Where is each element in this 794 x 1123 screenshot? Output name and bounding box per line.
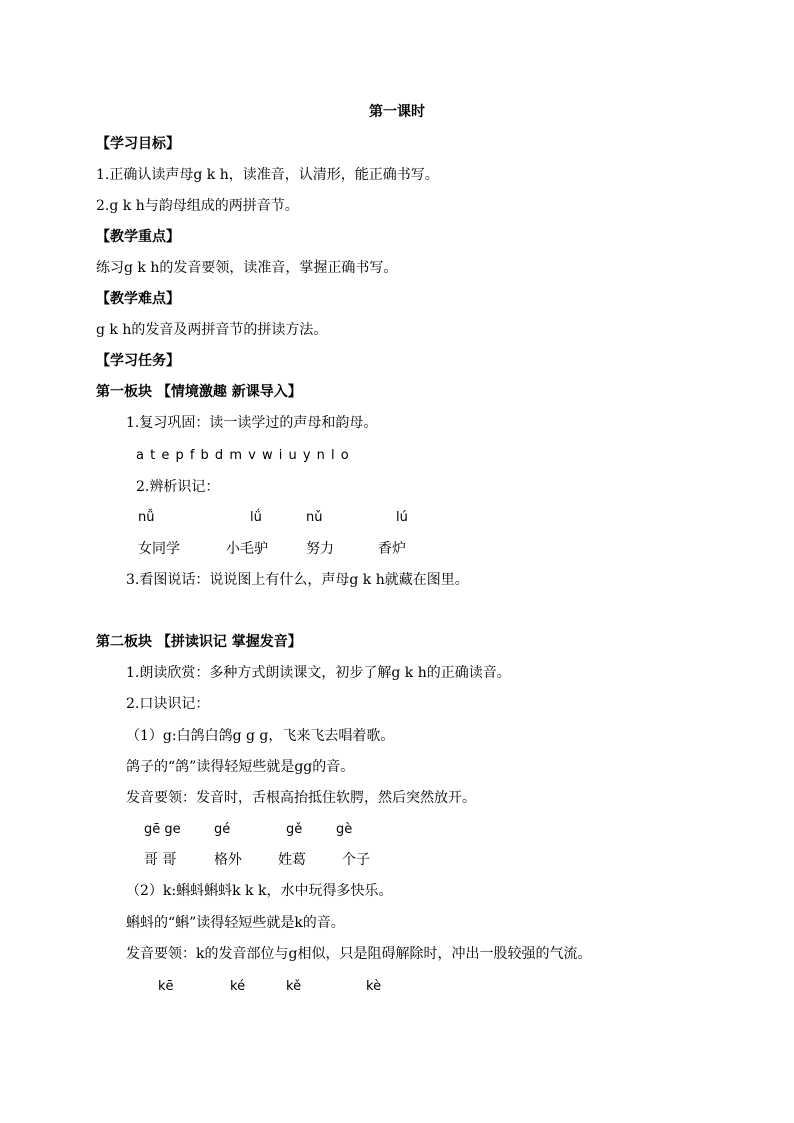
pinyin: ké (230, 979, 246, 994)
k-note: 蝌蚪的“蝌”读得轻短些就是k的音。 (126, 915, 345, 931)
pinyin: nǔ (306, 510, 323, 525)
block1-item1: 1.复习巩固：读一读学过的声母和韵母。 (126, 415, 378, 431)
word: 哥 哥 (144, 852, 177, 868)
word: 小毛驴 (226, 541, 268, 557)
pinyin: lú (396, 510, 408, 525)
block1-item3: 3.看图说话：说说图上有什么，声母g k h就藏在图里。 (126, 572, 469, 588)
pinyin: kě (286, 979, 302, 994)
word: 个子 (342, 852, 370, 868)
pinyin: gé (214, 822, 231, 837)
pinyin: gě (286, 822, 303, 837)
pinyin: gè (336, 822, 353, 837)
block2-item2: 2.口诀识记： (126, 696, 210, 712)
page-title: 第一课时 (369, 104, 425, 120)
key-points-text: 练习g k h的发音要领，读准音，掌握正确书写。 (96, 260, 398, 276)
pinyin: gē ge (144, 822, 181, 837)
difficulties-heading: 【教学难点】 (96, 291, 180, 307)
block2-heading: 第二板块 【拼读识记 掌握发音】 (96, 634, 302, 650)
word: 香炉 (378, 541, 406, 557)
word: 姓葛 (278, 852, 306, 868)
key-points-heading: 【教学重点】 (96, 229, 180, 245)
goal-1: 1.正确认读声母g k h，读准音，认清形，能正确书写。 (96, 167, 439, 183)
word: 女同学 (138, 541, 180, 557)
g-note: 鸽子的“鸽”读得轻短些就是gg的音。 (126, 759, 355, 775)
pinyin: lǘ (250, 510, 262, 525)
pinyin: nǚ (138, 510, 155, 525)
word: 格外 (214, 852, 242, 868)
word: 努力 (306, 541, 334, 557)
difficulties-text: g k h的发音及两拼音节的拼读方法。 (96, 322, 328, 338)
g-rhyme: （1）g:白鸽白鸽g g g，飞来飞去唱着歌。 (126, 728, 395, 744)
goals-heading: 【学习目标】 (96, 136, 180, 152)
g-tip: 发音要领：发音时，舌根高抬抵住软腭，然后突然放开。 (126, 790, 476, 806)
pinyin: kē (158, 979, 174, 994)
goal-2: 2.g k h与韵母组成的两拼音节。 (96, 198, 299, 214)
k-tip: 发音要领：k的发音部位与g相似，只是阻碍解除时，冲出一股较强的气流。 (126, 946, 592, 962)
block2-item1: 1.朗读欣赏：多种方式朗读课文，初步了解g k h的正确读音。 (126, 665, 511, 681)
tasks-heading: 【学习任务】 (96, 353, 180, 369)
pinyin: kè (366, 979, 382, 994)
block1-item2: 2.辨析识记： (136, 479, 220, 495)
block1-heading: 第一板块 【情境激趣 新课导入】 (96, 384, 302, 400)
letters-line: a t e p f b d m v w i u y n l o (136, 448, 349, 463)
k-rhyme: （2）k:蝌蚪蝌蚪k k k，水中玩得多快乐。 (126, 883, 393, 899)
